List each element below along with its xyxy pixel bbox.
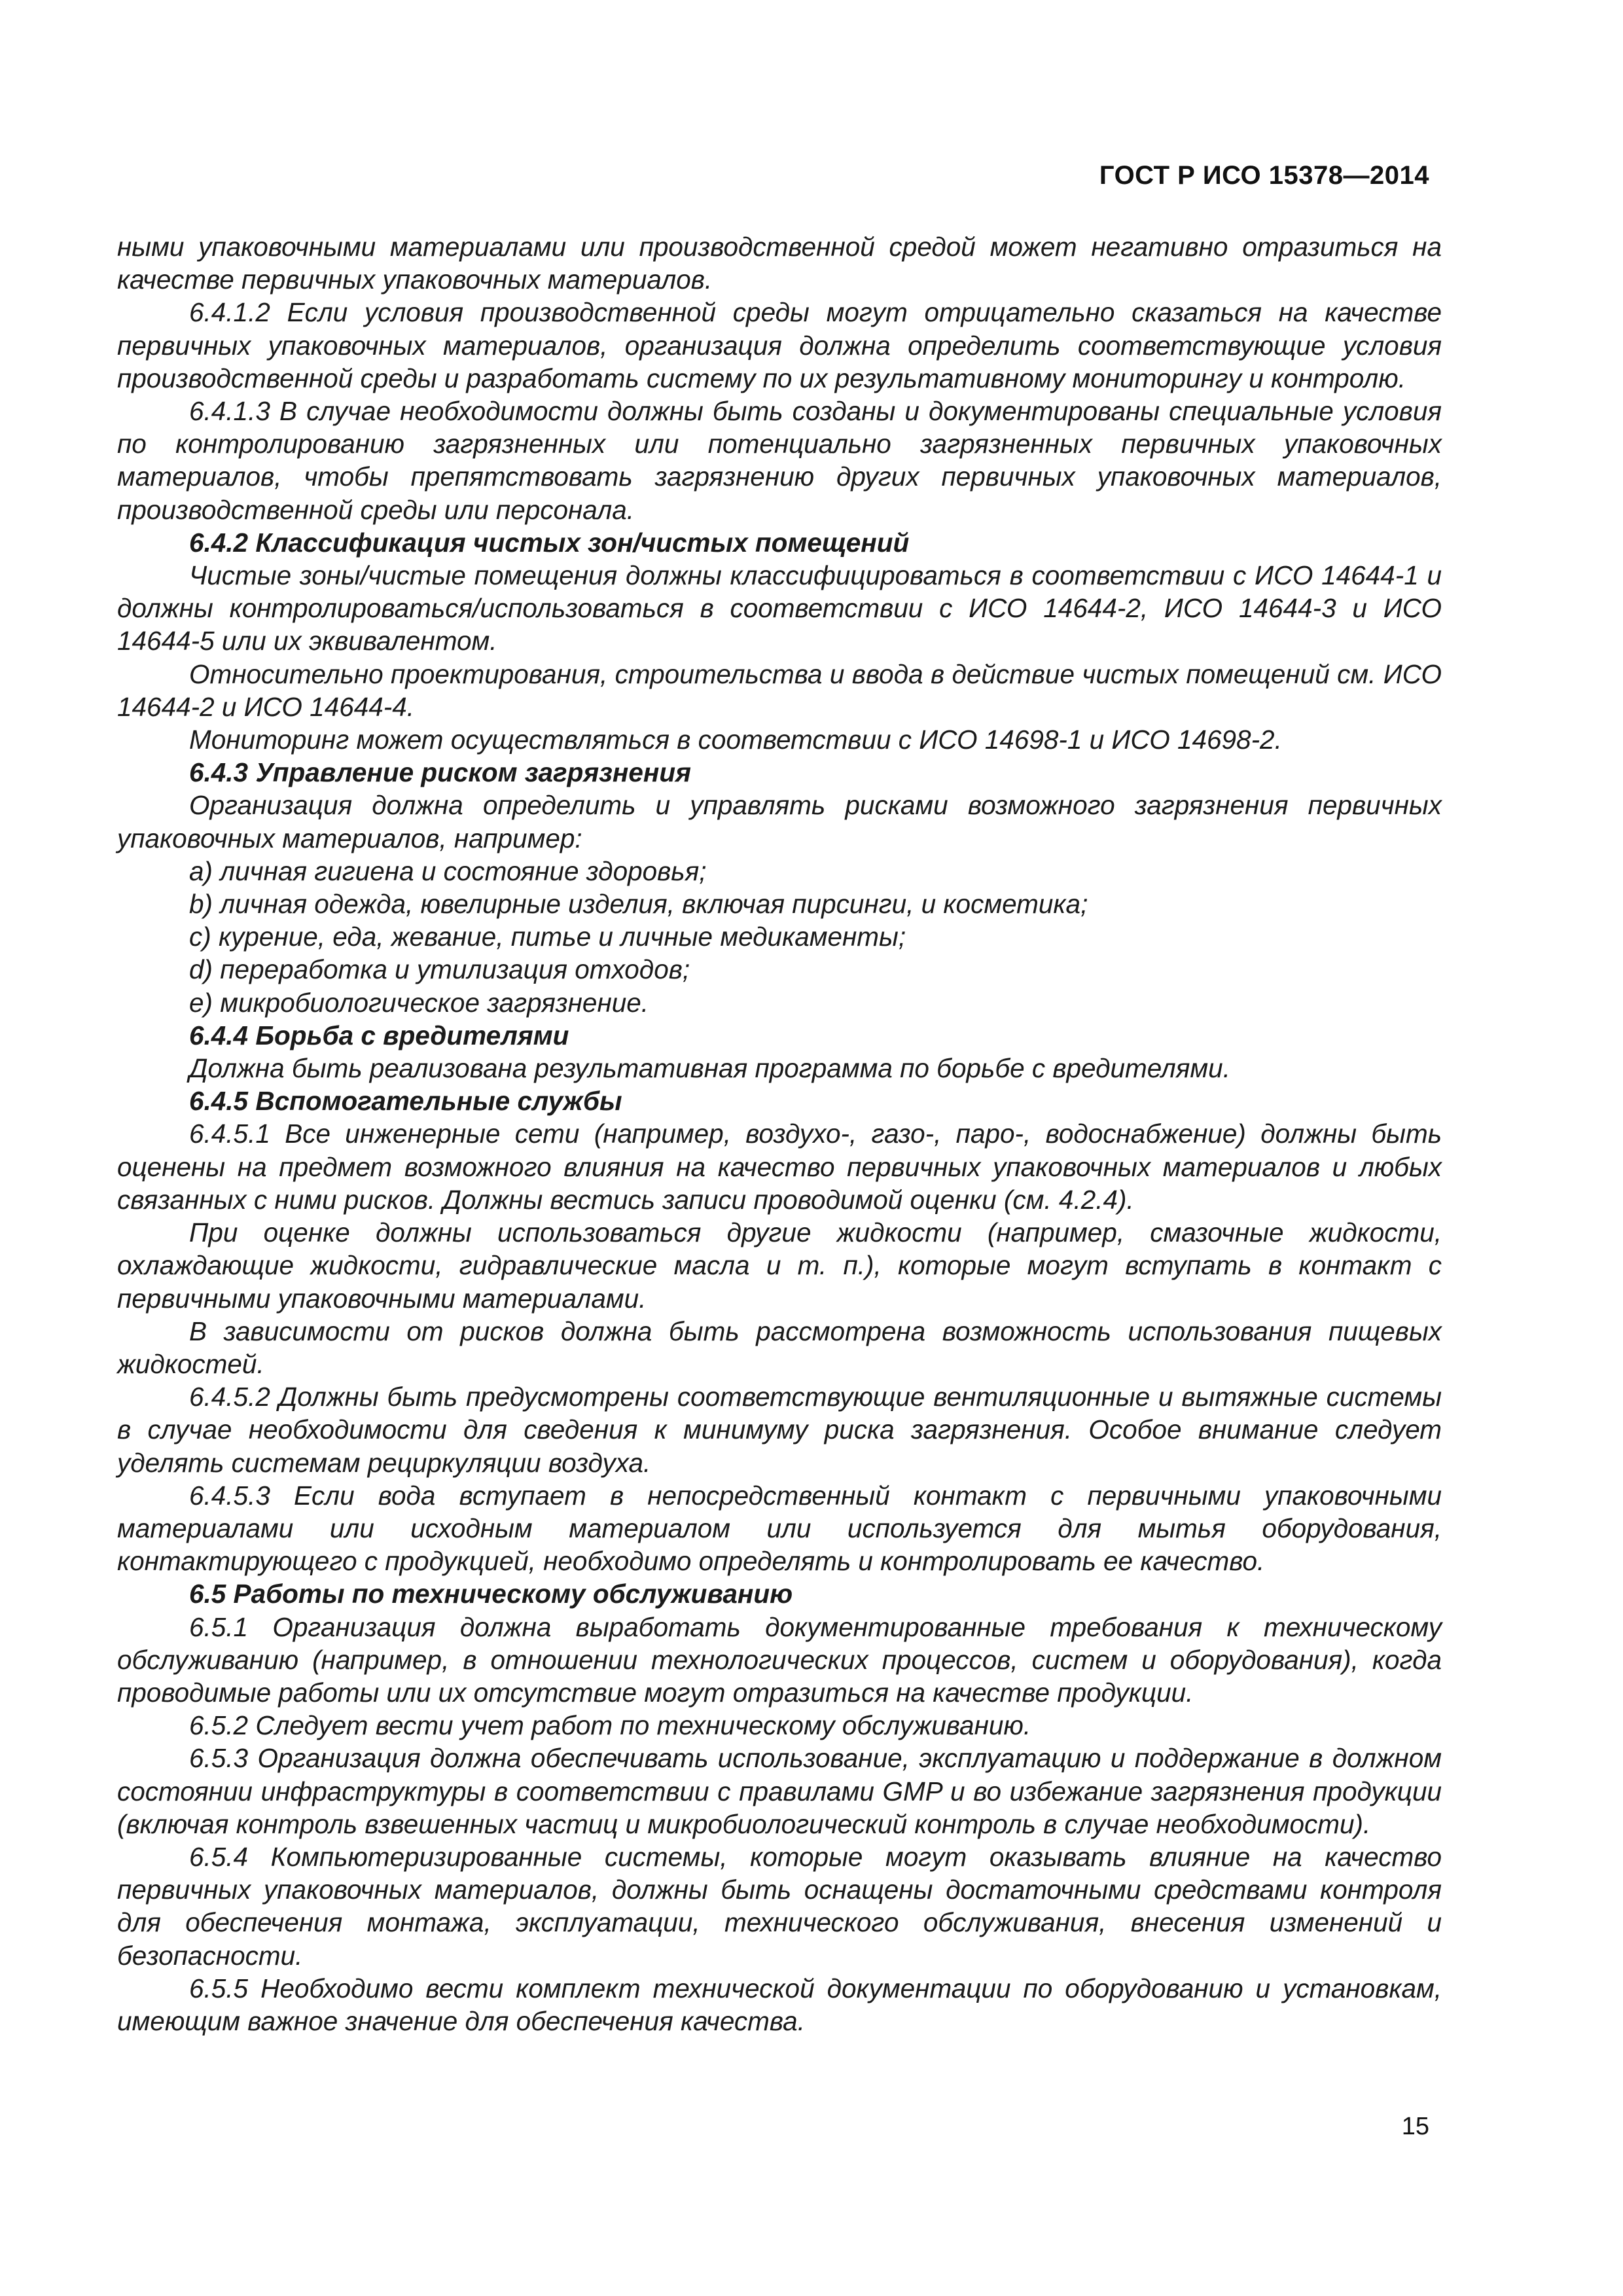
page-number: 15 bbox=[1401, 2113, 1429, 2140]
paragraph-6-4-5-3: 6.4.5.3 Если вода вступает в непосредственный контакт с первичными упаковочными материалами или исходным материалом или используется для мытья оборудования, контактирующего с продукцией, необходимо определять и контролировать ее качество. bbox=[117, 1480, 1442, 1577]
paragraph: Мониторинг может осуществляться в соответствии с ИСО 14698-1 и ИСО 14698-2. bbox=[189, 725, 1282, 755]
list-item-d: d) переработка и утилизация отходов; bbox=[189, 954, 690, 985]
section-heading-6-5: 6.5 Работы по техническому обслуживанию bbox=[189, 1579, 793, 1609]
paragraph: При оценке должны использоваться другие жидкости (например, смазочные жидкости, охлаждающие жидкости, гидравлические масла и т. п.), которые могут вступать в контакт с первичными упаковочными материалами. bbox=[117, 1217, 1442, 1314]
paragraph-6-5-5: 6.5.5 Необходимо вести комплект технической документации по оборудованию и установкам, имеющим важное значение для обеспечения качества. bbox=[117, 1973, 1442, 2036]
list-item-c: c) курение, еда, жевание, питье и личные медикаменты; bbox=[189, 922, 906, 952]
section-heading-6-4-3: 6.4.3 Управление риском загрязнения bbox=[189, 757, 691, 788]
paragraph-6-5-2: 6.5.2 Следует вести учет работ по техническому обслуживанию. bbox=[189, 1710, 1031, 1741]
paragraph-6-4-5-1: 6.4.5.1 Все инженерные сети (например, воздухо-, газо-, паро-, водоснабжение) должны быть оценены на предмет возможного влияния на качество первичных упаковочных материалов и любых связанных с ними рисков. Должны вестись записи проводимой оценки (см. 4.2.4). bbox=[117, 1119, 1442, 1215]
paragraph: Организация должна определить и управлять рисками возможного загрязнения первичных упаковочных материалов, например: bbox=[117, 790, 1442, 853]
section-heading-6-4-4: 6.4.4 Борьба с вредителями bbox=[189, 1020, 569, 1050]
list-item-a: a) личная гигиена и состояние здоровья; bbox=[189, 855, 707, 886]
section-heading-6-4-2: 6.4.2 Классификация чистых зон/чистых помещений bbox=[189, 527, 910, 558]
document-body bbox=[117, 230, 1442, 2037]
paragraph: В зависимости от рисков должна быть рассмотрена возможность использования пищевых жидкостей. bbox=[117, 1316, 1442, 1379]
paragraph-6-5-1: 6.5.1 Организация должна выработать документированные требования к техническому обслуживанию (например, в отношении технологических процессов, систем и оборудования), когда проводимые работы или их отсутствие могут отразиться на качестве продукции. bbox=[117, 1611, 1442, 1708]
paragraph: Должна быть реализована результативная программа по борьбе с вредителями. bbox=[189, 1053, 1230, 1084]
paragraph-6-4-1-3: 6.4.1.3 В случае необходимости должны быть созданы и документированы специальные условия по контролированию загрязненных или потенциально загрязненных первичных упаковочных материалов, чтобы препятствовать загрязнению других первичных упаковочных материалов, производственной среды или персонала. bbox=[117, 396, 1442, 525]
document-code-header: ГОСТ Р ИСО 15378—2014 bbox=[1099, 161, 1429, 190]
paragraph-6-4-5-2: 6.4.5.2 Должны быть предусмотрены соответствующие вентиляционные и вытяжные системы в случае необходимости для сведения к минимуму риска загрязнения. Особое внимание следует уделять системам рециркуляции воздуха. bbox=[117, 1382, 1442, 1478]
list-item-b: b) личная одежда, ювелирные изделия, включая пирсинги, и косметика; bbox=[189, 889, 1088, 920]
paragraph-6-4-1-2: 6.4.1.2 Если условия производственной среды могут отрицательно сказаться на качестве первичных упаковочных материалов, организация должна определить соответствующие условия производственной среды и разработать систему по их результативному мониторингу и контролю. bbox=[117, 297, 1442, 393]
paragraph: Относительно проектирования, строительства и ввода в действие чистых помещений см. ИСО 14644-2 и ИСО 14644-4. bbox=[117, 658, 1442, 722]
paragraph-6-5-4: 6.5.4 Компьютеризированные системы, которые могут оказывать влияние на качество первичных упаковочных материалов, должны быть оснащены достаточными средствами контроля для обеспечения монтажа, эксплуатации, технического обслуживания, внесения изменений и безопасности. bbox=[117, 1841, 1442, 1971]
paragraph-6-5-3: 6.5.3 Организация должна обеспечивать использование, эксплуатацию и поддержание в должном состоянии инфраструктуры в соответствии с правилами GMP и во избежание загрязнения продукции (включая контроль взвешенных частиц и микробиологический контроль в случае необходимости). bbox=[117, 1743, 1442, 1839]
section-heading-6-4-5: 6.4.5 Вспомогательные службы bbox=[189, 1086, 622, 1117]
list-item-e: e) микробиологическое загрязнение. bbox=[189, 987, 649, 1018]
paragraph-continuation: ными упаковочными материалами или производственной средой может негативно отразиться на качестве первичных упаковочных материалов. bbox=[117, 232, 1442, 295]
paragraph: Чистые зоны/чистые помещения должны классифицироваться в соответствии с ИСО 14644-1 и должны контролироваться/использоваться в соответствии с ИСО 14644-2, ИСО 14644-3 и ИСО 14644-5 или их эквивалентом. bbox=[117, 560, 1442, 656]
